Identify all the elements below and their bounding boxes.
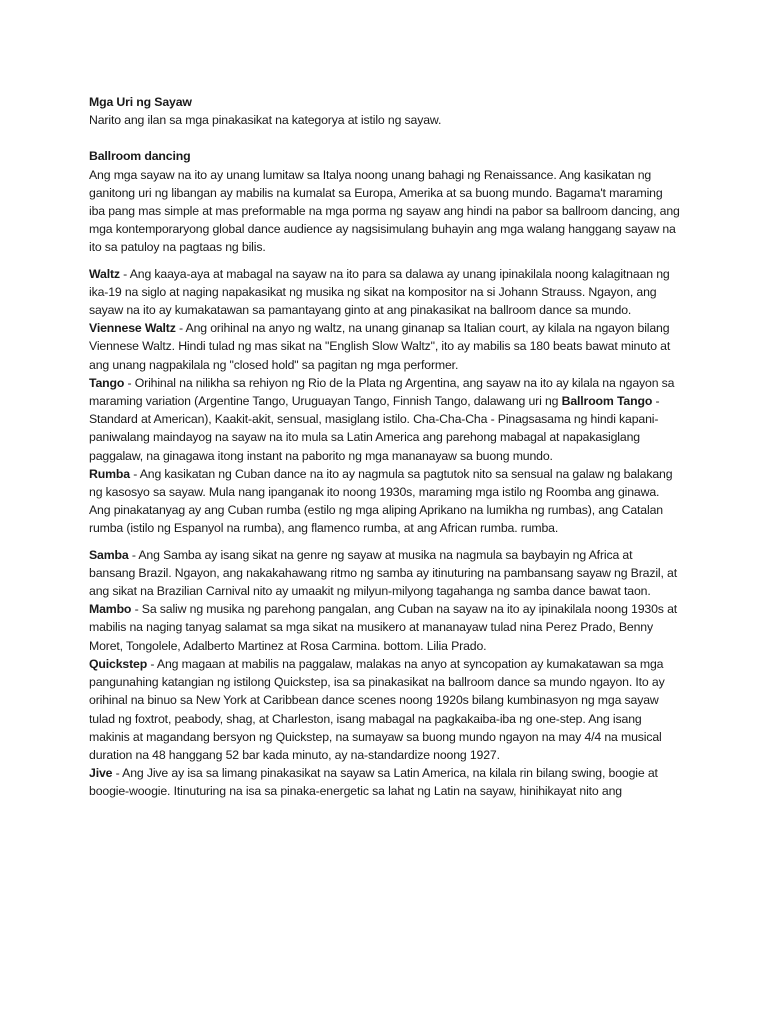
quickstep-term: Quickstep — [89, 656, 148, 671]
intro-paragraph: Narito ang ilan sa mga pinakasikat na kategorya at istilo ng sayaw. — [89, 113, 442, 128]
document-content — [89, 93, 681, 801]
document-title: Mga Uri ng Sayaw — [89, 95, 192, 109]
viennese-waltz-paragraph — [89, 319, 681, 374]
tango-term: Tango — [89, 375, 125, 390]
viennese-waltz-text: - Ang orihinal na anyo ng waltz, na unang ginanap sa Italian court, ay kilala na ngayon bilang Viennese Waltz. Hindi tulad ng mas sikat na "English Slow Waltz", ito ay mabilis sa 180 beats bawat minuto at ang unang nagpakilala ng "closed hold" sa pagitan ng mga performer. — [89, 321, 671, 372]
waltz-term: Waltz — [89, 266, 120, 281]
tango-text: - Orihinal na nilikha sa rehiyon ng Rio de la Plata ng Argentina, ang sayaw na ito ay kilala na ngayon sa maraming variation (Argentine Tango, Uruguayan Tango, Finnish Tango, dalawang uri ng — [89, 375, 675, 409]
samba-text: - Ang Samba ay isang sikat na genre ng sayaw at musika na nagmula sa baybayin ng Africa at bansang Brazil. Ngayon, ang nakakahawang ritmo ng samba ay itinuturing na pambansang sayaw ng Brazil, at ang sikat na Brazilian Carnival nito ay umaakit ng milyun-milyong tagahanga ng samba dance bawat taon. — [89, 547, 677, 599]
section-heading: Ballroom dancing — [89, 149, 191, 164]
viennese-waltz-term: Viennese Waltz — [89, 321, 176, 336]
mambo-term: Mambo — [89, 602, 132, 617]
rumba-paragraph — [89, 465, 681, 538]
mambo-paragraph — [89, 600, 681, 655]
rumba-term: Rumba — [89, 466, 130, 481]
quickstep-text: - Ang magaan at mabilis na paggalaw, malakas na anyo at syncopation ay kumakatawan sa mga pangunahing katangian ng istilong Quickstep, isa sa pinakasikat na ballroom dance sa mundo ngayon. Ito ay orihinal na binuo sa New York at Caribbean dance scenes noong 1920s bilang kumbinasyon ng mga sayaw tulad ng foxtrot, peabody, shag, at Charleston, isang mabagal na pagkakaiba-iba ng one-step. Ang isang makinis at magandang bersyon ng Quickstep, na sumayaw sa buong mundo ngayon na may 4/4 na musical duration na 48 hanggang 52 bar kada minuto, ay na-standardize noong 1927. — [89, 656, 665, 762]
quickstep-paragraph — [89, 655, 681, 764]
rumba-text: - Ang kasikatan ng Cuban dance na ito ay nagmula sa pagtutok nito sa sensual na galaw ng balakang ng kasosyo sa sayaw. Mula nang ipanganak ito noong 1930s, maraming mga istilo ng Roomba ang ginawa. Ang pinakatanyag ay ang Cuban rumba (estilo ng mga aliping Aprikano na lumikha ng rumbas), ang Catalan rumba (istilo ng Espanyol na rumba), ang flamenco rumba, at ang African rumba. rumba. — [89, 466, 673, 536]
waltz-paragraph — [89, 265, 681, 320]
samba-term: Samba — [89, 547, 129, 562]
samba-paragraph — [89, 546, 681, 601]
jive-paragraph — [89, 764, 681, 800]
tango-paragraph — [89, 374, 681, 465]
jive-term: Jive — [89, 766, 113, 781]
waltz-text: - Ang kaaya-aya at mabagal na sayaw na ito para sa dalawa ay unang ipinakilala noong kalagitnaan ng ika-19 na siglo at naging napakasikat ng musika ng sikat na kompositor na si Johann Strauss. Ngayon, ang sayaw na ito ay kumakatawan sa pamantayang ginto at ang pinakasikat na ballroom dance sa mundo. — [89, 266, 670, 318]
ballroom-tango-term: Ballroom Tango — [561, 394, 653, 409]
section-paragraph: Ang mga sayaw na ito ay unang lumitaw sa Italya noong unang bahagi ng Renaissance. Ang kasikatan ng ganitong uri ng libangan ay mabilis na kumalat sa Europa, Amerika at sa buong mundo. Bagama't maraming iba pang mas simple at mas preformable na mga porma ng sayaw ang hindi na pabor sa ballroom dancing, ang mga kontemporaryong global dance audience ay nagsisimulang buhayin ang mga walang hanggang sayaw na ito sa patuloy na pagtaas ng bilis. — [89, 167, 680, 255]
jive-text: - Ang Jive ay isa sa limang pinakasikat na sayaw sa Latin America, na kilala rin bilang swing, boogie at boogie-woogie. Itinuturing na isa sa pinaka-energetic sa lahat ng Latin na sayaw, hinihikayat nito ang — [89, 766, 658, 799]
ballroom-tango-text: - Standard at American), Kaakit-akit, sensual, masiglang istilo. Cha-Cha-Cha - Pinagsasama ng hindi kapani-paniwalang maindayog na sayaw na ito mula sa Latin America ang parehong mabagal at napakasiglang paggalaw, na ginagawa itong instant na paborito ng mga mananayaw sa buong mundo. — [89, 394, 660, 463]
mambo-text: - Sa saliw ng musika ng parehong pangalan, ang Cuban na sayaw na ito ay ipinakilala noong 1930s at mabilis na naging tanyag salamat sa mga sikat na musikero at mananayaw tulad nina Perez Prado, Benny Moret, Tongolele, Adalberto Martinez at Rosa Carmina. bottom. Lilia Prado. — [89, 602, 678, 653]
